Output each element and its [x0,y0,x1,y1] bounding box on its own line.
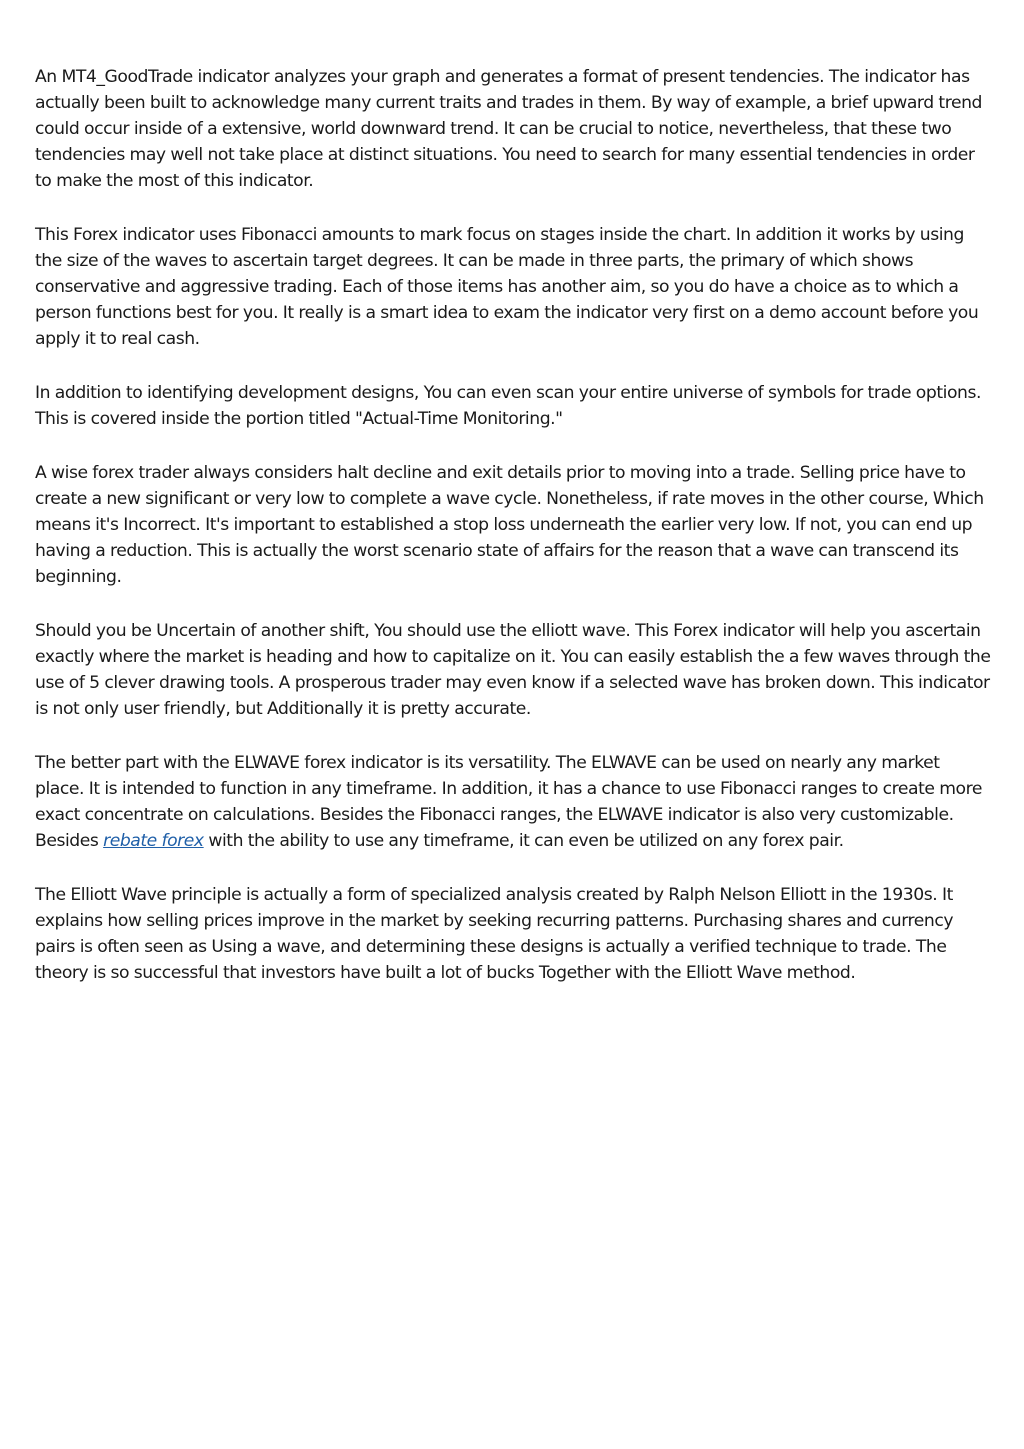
paragraph-elwave [35,750,991,854]
rebate-forex-link[interactable]: rebate forex [103,831,204,851]
paragraph-development-designs: In addition to identifying development designs, You can even scan your entire universe of symbols for trade options. This is covered inside the portion titled "Actual-Time Monitoring." [35,383,981,429]
elwave-text-before-link: The better part with the ELWAVE forex indicator is its versatility. The ELWAVE can be used on nearly any market place. It is intended to function in any timeframe. In addition, it has a chance to use Fibonacci ranges to create more exact concentrate on calculations. Besides the Fibonacci ranges, the ELWAVE indicator is also very customizable. Besides [35,753,982,851]
paragraph-stop-loss: A wise forex trader always considers halt decline and exit details prior to moving into a trade. Selling price have to create a new significant or very low to complete a wave cycle. Nonetheless, if rate moves in the other course, Which means it's Incorrect. It's important to established a stop loss underneath the earlier very low. If not, you can end up having a reduction. This is actually the worst scenario state of affairs for the reason that a wave can transcend its beginning. [35,463,984,587]
document-body [35,64,991,1014]
paragraph-mt4-goodtrade: An MT4_GoodTrade indicator analyzes your graph and generates a format of present tendencies. The indicator has actually been built to acknowledge many current traits and trades in them. By way of example, a brief upward trend could occur inside of a extensive, world downward trend. It can be crucial to notice, nevertheless, that these two tendencies may well not take place at distinct situations. You need to search for many essential tendencies in order to make the most of this indicator. [35,67,982,191]
paragraph-elliott-wave-shift: Should you be Uncertain of another shift, You should use the elliott wave. This Forex indicator will help you ascertain exactly where the market is heading and how to capitalize on it. You can easily establish the a few waves through the use of 5 clever drawing tools. A prosperous trader may even know if a selected wave has broken down. This indicator is not only user friendly, but Additionally it is pretty accurate. [35,621,991,719]
paragraph-elliott-principle: The Elliott Wave principle is actually a form of specialized analysis created by Ralph Nelson Elliott in the 1930s. It explains how selling prices improve in the market by seeking recurring patterns. Purchasing shares and currency pairs is often seen as Using a wave, and determining these designs is actually a verified technique to trade. The theory is so successful that investors have built a lot of bucks Together with the Elliott Wave method. [35,885,954,983]
paragraph-fibonacci: This Forex indicator uses Fibonacci amounts to mark focus on stages inside the chart. In addition it works by using the size of the waves to ascertain target degrees. It can be made in three parts, the primary of which shows conservative and aggressive trading. Each of those items has another aim, so you do have a choice as to which a person functions best for you. It really is a smart idea to exam the indicator very first on a demo account before you apply it to real cash. [35,225,979,349]
elwave-text-after-link: with the ability to use any timeframe, it can even be utilized on any forex pair. [203,831,844,851]
